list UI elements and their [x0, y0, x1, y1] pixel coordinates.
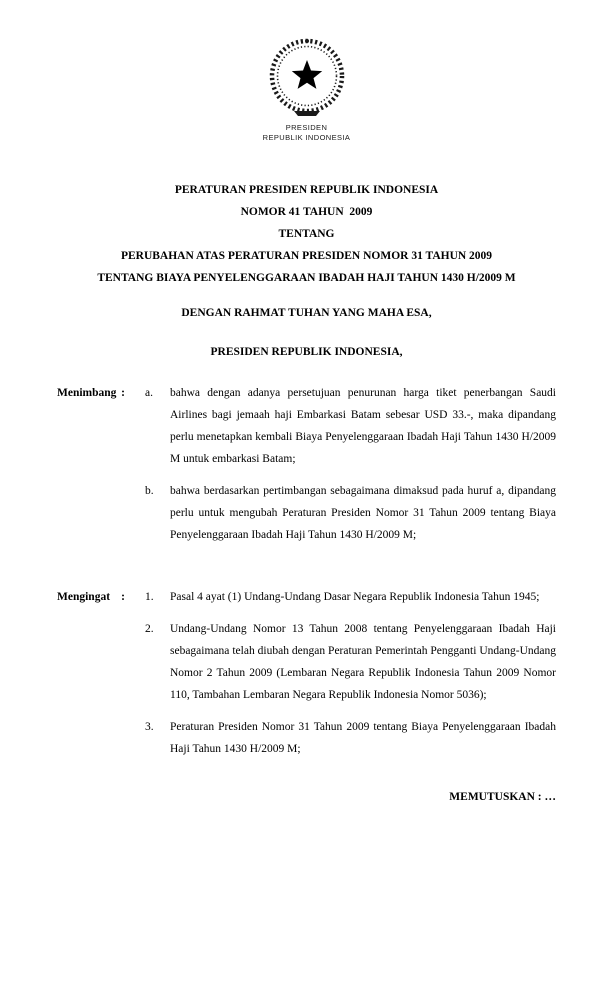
- list-item: [145, 586, 556, 608]
- section-label-mengingat: [57, 586, 145, 760]
- item-text: Peraturan Presiden Nomor 31 Tahun 2009 tentang Biaya Penyelenggaraan Ibadah Haji Tahun 1430 H/2009 M;: [170, 721, 556, 755]
- title-line-4: PERUBAHAN ATAS PERATURAN PRESIDEN NOMOR 31 TAHUN 2009: [120, 250, 493, 262]
- section-label-text: Menimbang: [57, 387, 117, 399]
- item-text: bahwa dengan adanya persetujuan penurunan harga tiket penerbangan Saudi Airlines bagi jemaah haji Embarkasi Batam sebesar USD 33.-, maka dipandang perlu menetapkan kembali Biaya Penyelenggaraan Ibadah Haji Tahun 1430 H/2009 M untuk embarkasi Batam;: [170, 387, 556, 465]
- letterhead: [57, 36, 556, 143]
- section-label-colon: :: [121, 591, 125, 603]
- seal-caption: [57, 123, 556, 143]
- list-item: [145, 382, 556, 470]
- item-text: Undang-Undang Nomor 13 Tahun 2008 tentang Penyelenggaraan Ibadah Haji sebagaimana telah diubah dengan Peraturan Pemerintah Pengganti Undang-Undang Nomor 2 Tahun 2009 (Lembaran Negara Republik Indonesia Tahun 2009 Nomor 110, Tambahan Lembaran Negara Republik Indonesia Nomor 5036);: [170, 623, 556, 701]
- mengingat-items: [145, 586, 556, 760]
- item-marker: 2.: [145, 623, 154, 635]
- title-line-3: TENTANG: [278, 228, 335, 240]
- list-item: [145, 618, 556, 706]
- list-item: [145, 716, 556, 760]
- item-text: Pasal 4 ayat (1) Undang-Undang Dasar Negara Republik Indonesia Tahun 1945;: [170, 591, 540, 603]
- memutuskan-line: MEMUTUSKAN : …: [449, 791, 556, 803]
- presidential-seal-icon: [263, 36, 351, 120]
- section-label-text: Mengingat: [57, 591, 111, 603]
- item-marker: a.: [145, 387, 153, 399]
- section-mengingat: [57, 586, 556, 760]
- item-marker: 3.: [145, 721, 154, 733]
- item-marker: b.: [145, 485, 154, 497]
- title-line-5: TENTANG BIAYA PENYELENGGARAAN IBADAH HAJI TAHUN 1430 H/2009 M: [97, 272, 516, 284]
- title-line-2: NOMOR 41 TAHUN 2009: [240, 206, 373, 218]
- item-text: bahwa berdasarkan pertimbangan sebagaimana dimaksud pada huruf a, dipandang perlu untuk mengubah Peraturan Presiden Nomor 31 Tahun 2009 tentang Biaya Penyelenggaraan Ibadah Haji Tahun 1430 H/2009 M;: [170, 485, 556, 541]
- grace-line: DENGAN RAHMAT TUHAN YANG MAHA ESA,: [181, 307, 432, 319]
- authority-line: PRESIDEN REPUBLIK INDONESIA,: [210, 346, 403, 358]
- item-marker: 1.: [145, 591, 154, 603]
- section-label-menimbang: [57, 382, 145, 546]
- seal-caption-line1: PRESIDEN: [285, 123, 328, 132]
- menimbang-items: [145, 382, 556, 546]
- title-line-1: PERATURAN PRESIDEN REPUBLIK INDONESIA: [174, 184, 439, 196]
- document-title: [57, 183, 556, 286]
- list-item: [145, 480, 556, 546]
- section-label-colon: :: [121, 387, 125, 399]
- section-menimbang: [57, 382, 556, 546]
- seal-caption-line2: REPUBLIK INDONESIA: [262, 133, 351, 142]
